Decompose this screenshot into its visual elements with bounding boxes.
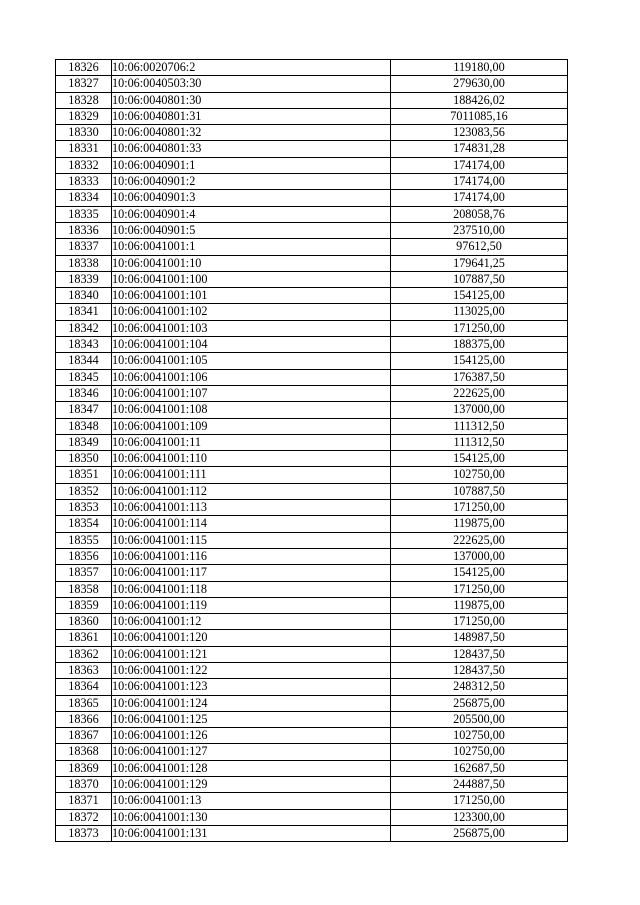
row-number-cell: 18360	[56, 614, 112, 630]
value-cell: 174174,00	[391, 157, 568, 173]
value-cell: 237510,00	[391, 222, 568, 238]
row-number-cell: 18365	[56, 695, 112, 711]
cadastral-code-cell: 10:06:0041001:113	[112, 500, 391, 516]
cadastral-code-cell: 10:06:0041001:11	[112, 434, 391, 450]
table-row	[56, 239, 568, 255]
cadastral-code-cell: 10:06:0040801:32	[112, 125, 391, 141]
table-row	[56, 288, 568, 304]
row-number-cell: 18348	[56, 418, 112, 434]
table-row	[56, 597, 568, 613]
table-row	[56, 271, 568, 287]
value-cell: 148987,50	[391, 630, 568, 646]
table-row	[56, 190, 568, 206]
table-row	[56, 825, 568, 841]
value-cell: 113025,00	[391, 304, 568, 320]
value-cell: 279630,00	[391, 76, 568, 92]
value-cell: 7011085,16	[391, 108, 568, 124]
row-number-cell: 18349	[56, 434, 112, 450]
table-row	[56, 369, 568, 385]
table-row	[56, 222, 568, 238]
value-cell: 171250,00	[391, 500, 568, 516]
value-cell: 176387,50	[391, 369, 568, 385]
value-cell: 208058,76	[391, 206, 568, 222]
row-number-cell: 18368	[56, 744, 112, 760]
cadastral-code-cell: 10:06:0041001:120	[112, 630, 391, 646]
value-cell: 154125,00	[391, 565, 568, 581]
cadastral-code-cell: 10:06:0040801:31	[112, 108, 391, 124]
cadastral-code-cell: 10:06:0041001:122	[112, 662, 391, 678]
table-row	[56, 777, 568, 793]
row-number-cell: 18338	[56, 255, 112, 271]
cadastral-code-cell: 10:06:0020706:2	[112, 60, 391, 76]
cadastral-code-cell: 10:06:0041001:105	[112, 353, 391, 369]
table-row	[56, 646, 568, 662]
cadastral-code-cell: 10:06:0041001:102	[112, 304, 391, 320]
table-row	[56, 500, 568, 516]
row-number-cell: 18335	[56, 206, 112, 222]
row-number-cell: 18351	[56, 467, 112, 483]
value-cell: 102750,00	[391, 728, 568, 744]
table-row	[56, 516, 568, 532]
cadastral-code-cell: 10:06:0041001:126	[112, 728, 391, 744]
value-cell: 111312,50	[391, 434, 568, 450]
value-cell: 97612,50	[391, 239, 568, 255]
cadastral-code-cell: 10:06:0041001:10	[112, 255, 391, 271]
cadastral-code-cell: 10:06:0041001:121	[112, 646, 391, 662]
cadastral-code-cell: 10:06:0041001:114	[112, 516, 391, 532]
row-number-cell: 18334	[56, 190, 112, 206]
value-cell: 154125,00	[391, 288, 568, 304]
cadastral-code-cell: 10:06:0041001:128	[112, 760, 391, 776]
cadastral-code-cell: 10:06:0041001:125	[112, 711, 391, 727]
row-number-cell: 18333	[56, 174, 112, 190]
row-number-cell: 18352	[56, 483, 112, 499]
row-number-cell: 18372	[56, 809, 112, 825]
cadastral-code-cell: 10:06:0041001:103	[112, 320, 391, 336]
value-cell: 137000,00	[391, 548, 568, 564]
table-row	[56, 532, 568, 548]
cadastral-code-cell: 10:06:0040503:30	[112, 76, 391, 92]
cadastral-code-cell: 10:06:0041001:117	[112, 565, 391, 581]
value-cell: 174831,28	[391, 141, 568, 157]
row-number-cell: 18336	[56, 222, 112, 238]
table-row	[56, 125, 568, 141]
value-cell: 154125,00	[391, 451, 568, 467]
data-table	[55, 59, 568, 842]
table-row	[56, 353, 568, 369]
cadastral-code-cell: 10:06:0041001:112	[112, 483, 391, 499]
cadastral-code-cell: 10:06:0040901:5	[112, 222, 391, 238]
value-cell: 248312,50	[391, 679, 568, 695]
cadastral-code-cell: 10:06:0041001:101	[112, 288, 391, 304]
cadastral-code-cell: 10:06:0041001:115	[112, 532, 391, 548]
table-row	[56, 630, 568, 646]
row-number-cell: 18329	[56, 108, 112, 124]
table-row	[56, 60, 568, 76]
cadastral-code-cell: 10:06:0041001:130	[112, 809, 391, 825]
table-body	[56, 60, 568, 842]
row-number-cell: 18354	[56, 516, 112, 532]
table-row	[56, 548, 568, 564]
table-row	[56, 728, 568, 744]
value-cell: 162687,50	[391, 760, 568, 776]
value-cell: 171250,00	[391, 793, 568, 809]
value-cell: 256875,00	[391, 825, 568, 841]
row-number-cell: 18340	[56, 288, 112, 304]
row-number-cell: 18363	[56, 662, 112, 678]
table-row	[56, 304, 568, 320]
cadastral-code-cell: 10:06:0041001:129	[112, 777, 391, 793]
row-number-cell: 18331	[56, 141, 112, 157]
table-row	[56, 483, 568, 499]
cadastral-code-cell: 10:06:0040801:30	[112, 92, 391, 108]
row-number-cell: 18346	[56, 385, 112, 401]
table-row	[56, 402, 568, 418]
cadastral-code-cell: 10:06:0041001:110	[112, 451, 391, 467]
value-cell: 107887,50	[391, 483, 568, 499]
cadastral-code-cell: 10:06:0041001:118	[112, 581, 391, 597]
cadastral-code-cell: 10:06:0040901:1	[112, 157, 391, 173]
cadastral-code-cell: 10:06:0040901:2	[112, 174, 391, 190]
table-row	[56, 662, 568, 678]
value-cell: 171250,00	[391, 581, 568, 597]
cadastral-code-cell: 10:06:0041001:13	[112, 793, 391, 809]
table-row	[56, 255, 568, 271]
table-row	[56, 793, 568, 809]
row-number-cell: 18373	[56, 825, 112, 841]
value-cell: 188375,00	[391, 337, 568, 353]
value-cell: 205500,00	[391, 711, 568, 727]
cadastral-code-cell: 10:06:0041001:106	[112, 369, 391, 385]
value-cell: 137000,00	[391, 402, 568, 418]
value-cell: 102750,00	[391, 467, 568, 483]
cadastral-code-cell: 10:06:0041001:123	[112, 679, 391, 695]
table-row	[56, 711, 568, 727]
cadastral-code-cell: 10:06:0041001:109	[112, 418, 391, 434]
table-row	[56, 760, 568, 776]
cadastral-code-cell: 10:06:0041001:100	[112, 271, 391, 287]
cadastral-code-cell: 10:06:0041001:111	[112, 467, 391, 483]
row-number-cell: 18332	[56, 157, 112, 173]
value-cell: 107887,50	[391, 271, 568, 287]
table-row	[56, 451, 568, 467]
table-row	[56, 434, 568, 450]
value-cell: 111312,50	[391, 418, 568, 434]
cadastral-code-cell: 10:06:0041001:107	[112, 385, 391, 401]
table-row	[56, 467, 568, 483]
row-number-cell: 18367	[56, 728, 112, 744]
table-row	[56, 174, 568, 190]
table-row	[56, 809, 568, 825]
row-number-cell: 18359	[56, 597, 112, 613]
table-row	[56, 565, 568, 581]
document-page	[55, 59, 566, 842]
row-number-cell: 18344	[56, 353, 112, 369]
value-cell: 171250,00	[391, 614, 568, 630]
cadastral-code-cell: 10:06:0041001:104	[112, 337, 391, 353]
cadastral-code-cell: 10:06:0041001:116	[112, 548, 391, 564]
row-number-cell: 18345	[56, 369, 112, 385]
value-cell: 119180,00	[391, 60, 568, 76]
value-cell: 244887,50	[391, 777, 568, 793]
cadastral-code-cell: 10:06:0040801:33	[112, 141, 391, 157]
table-row	[56, 744, 568, 760]
table-row	[56, 141, 568, 157]
value-cell: 188426,02	[391, 92, 568, 108]
row-number-cell: 18370	[56, 777, 112, 793]
table-row	[56, 385, 568, 401]
value-cell: 174174,00	[391, 174, 568, 190]
value-cell: 123083,56	[391, 125, 568, 141]
row-number-cell: 18339	[56, 271, 112, 287]
row-number-cell: 18327	[56, 76, 112, 92]
table-row	[56, 92, 568, 108]
table-row	[56, 614, 568, 630]
value-cell: 256875,00	[391, 695, 568, 711]
row-number-cell: 18355	[56, 532, 112, 548]
row-number-cell: 18350	[56, 451, 112, 467]
value-cell: 119875,00	[391, 597, 568, 613]
cadastral-code-cell: 10:06:0041001:1	[112, 239, 391, 255]
row-number-cell: 18361	[56, 630, 112, 646]
row-number-cell: 18366	[56, 711, 112, 727]
table-row	[56, 679, 568, 695]
row-number-cell: 18337	[56, 239, 112, 255]
row-number-cell: 18356	[56, 548, 112, 564]
row-number-cell: 18342	[56, 320, 112, 336]
table-row	[56, 76, 568, 92]
row-number-cell: 18364	[56, 679, 112, 695]
cadastral-code-cell: 10:06:0041001:127	[112, 744, 391, 760]
table-row	[56, 695, 568, 711]
row-number-cell: 18343	[56, 337, 112, 353]
row-number-cell: 18362	[56, 646, 112, 662]
value-cell: 128437,50	[391, 662, 568, 678]
value-cell: 128437,50	[391, 646, 568, 662]
value-cell: 154125,00	[391, 353, 568, 369]
table-row	[56, 157, 568, 173]
table-row	[56, 206, 568, 222]
value-cell: 179641,25	[391, 255, 568, 271]
row-number-cell: 18341	[56, 304, 112, 320]
cadastral-code-cell: 10:06:0041001:124	[112, 695, 391, 711]
value-cell: 102750,00	[391, 744, 568, 760]
row-number-cell: 18369	[56, 760, 112, 776]
table-row	[56, 581, 568, 597]
table-row	[56, 418, 568, 434]
row-number-cell: 18326	[56, 60, 112, 76]
table-row	[56, 320, 568, 336]
row-number-cell: 18347	[56, 402, 112, 418]
cadastral-code-cell: 10:06:0041001:108	[112, 402, 391, 418]
cadastral-code-cell: 10:06:0041001:119	[112, 597, 391, 613]
value-cell: 171250,00	[391, 320, 568, 336]
cadastral-code-cell: 10:06:0041001:131	[112, 825, 391, 841]
row-number-cell: 18353	[56, 500, 112, 516]
value-cell: 222625,00	[391, 532, 568, 548]
row-number-cell: 18371	[56, 793, 112, 809]
row-number-cell: 18328	[56, 92, 112, 108]
cadastral-code-cell: 10:06:0040901:4	[112, 206, 391, 222]
table-row	[56, 108, 568, 124]
row-number-cell: 18357	[56, 565, 112, 581]
value-cell: 119875,00	[391, 516, 568, 532]
value-cell: 174174,00	[391, 190, 568, 206]
value-cell: 123300,00	[391, 809, 568, 825]
row-number-cell: 18330	[56, 125, 112, 141]
cadastral-code-cell: 10:06:0041001:12	[112, 614, 391, 630]
value-cell: 222625,00	[391, 385, 568, 401]
cadastral-code-cell: 10:06:0040901:3	[112, 190, 391, 206]
row-number-cell: 18358	[56, 581, 112, 597]
table-row	[56, 337, 568, 353]
